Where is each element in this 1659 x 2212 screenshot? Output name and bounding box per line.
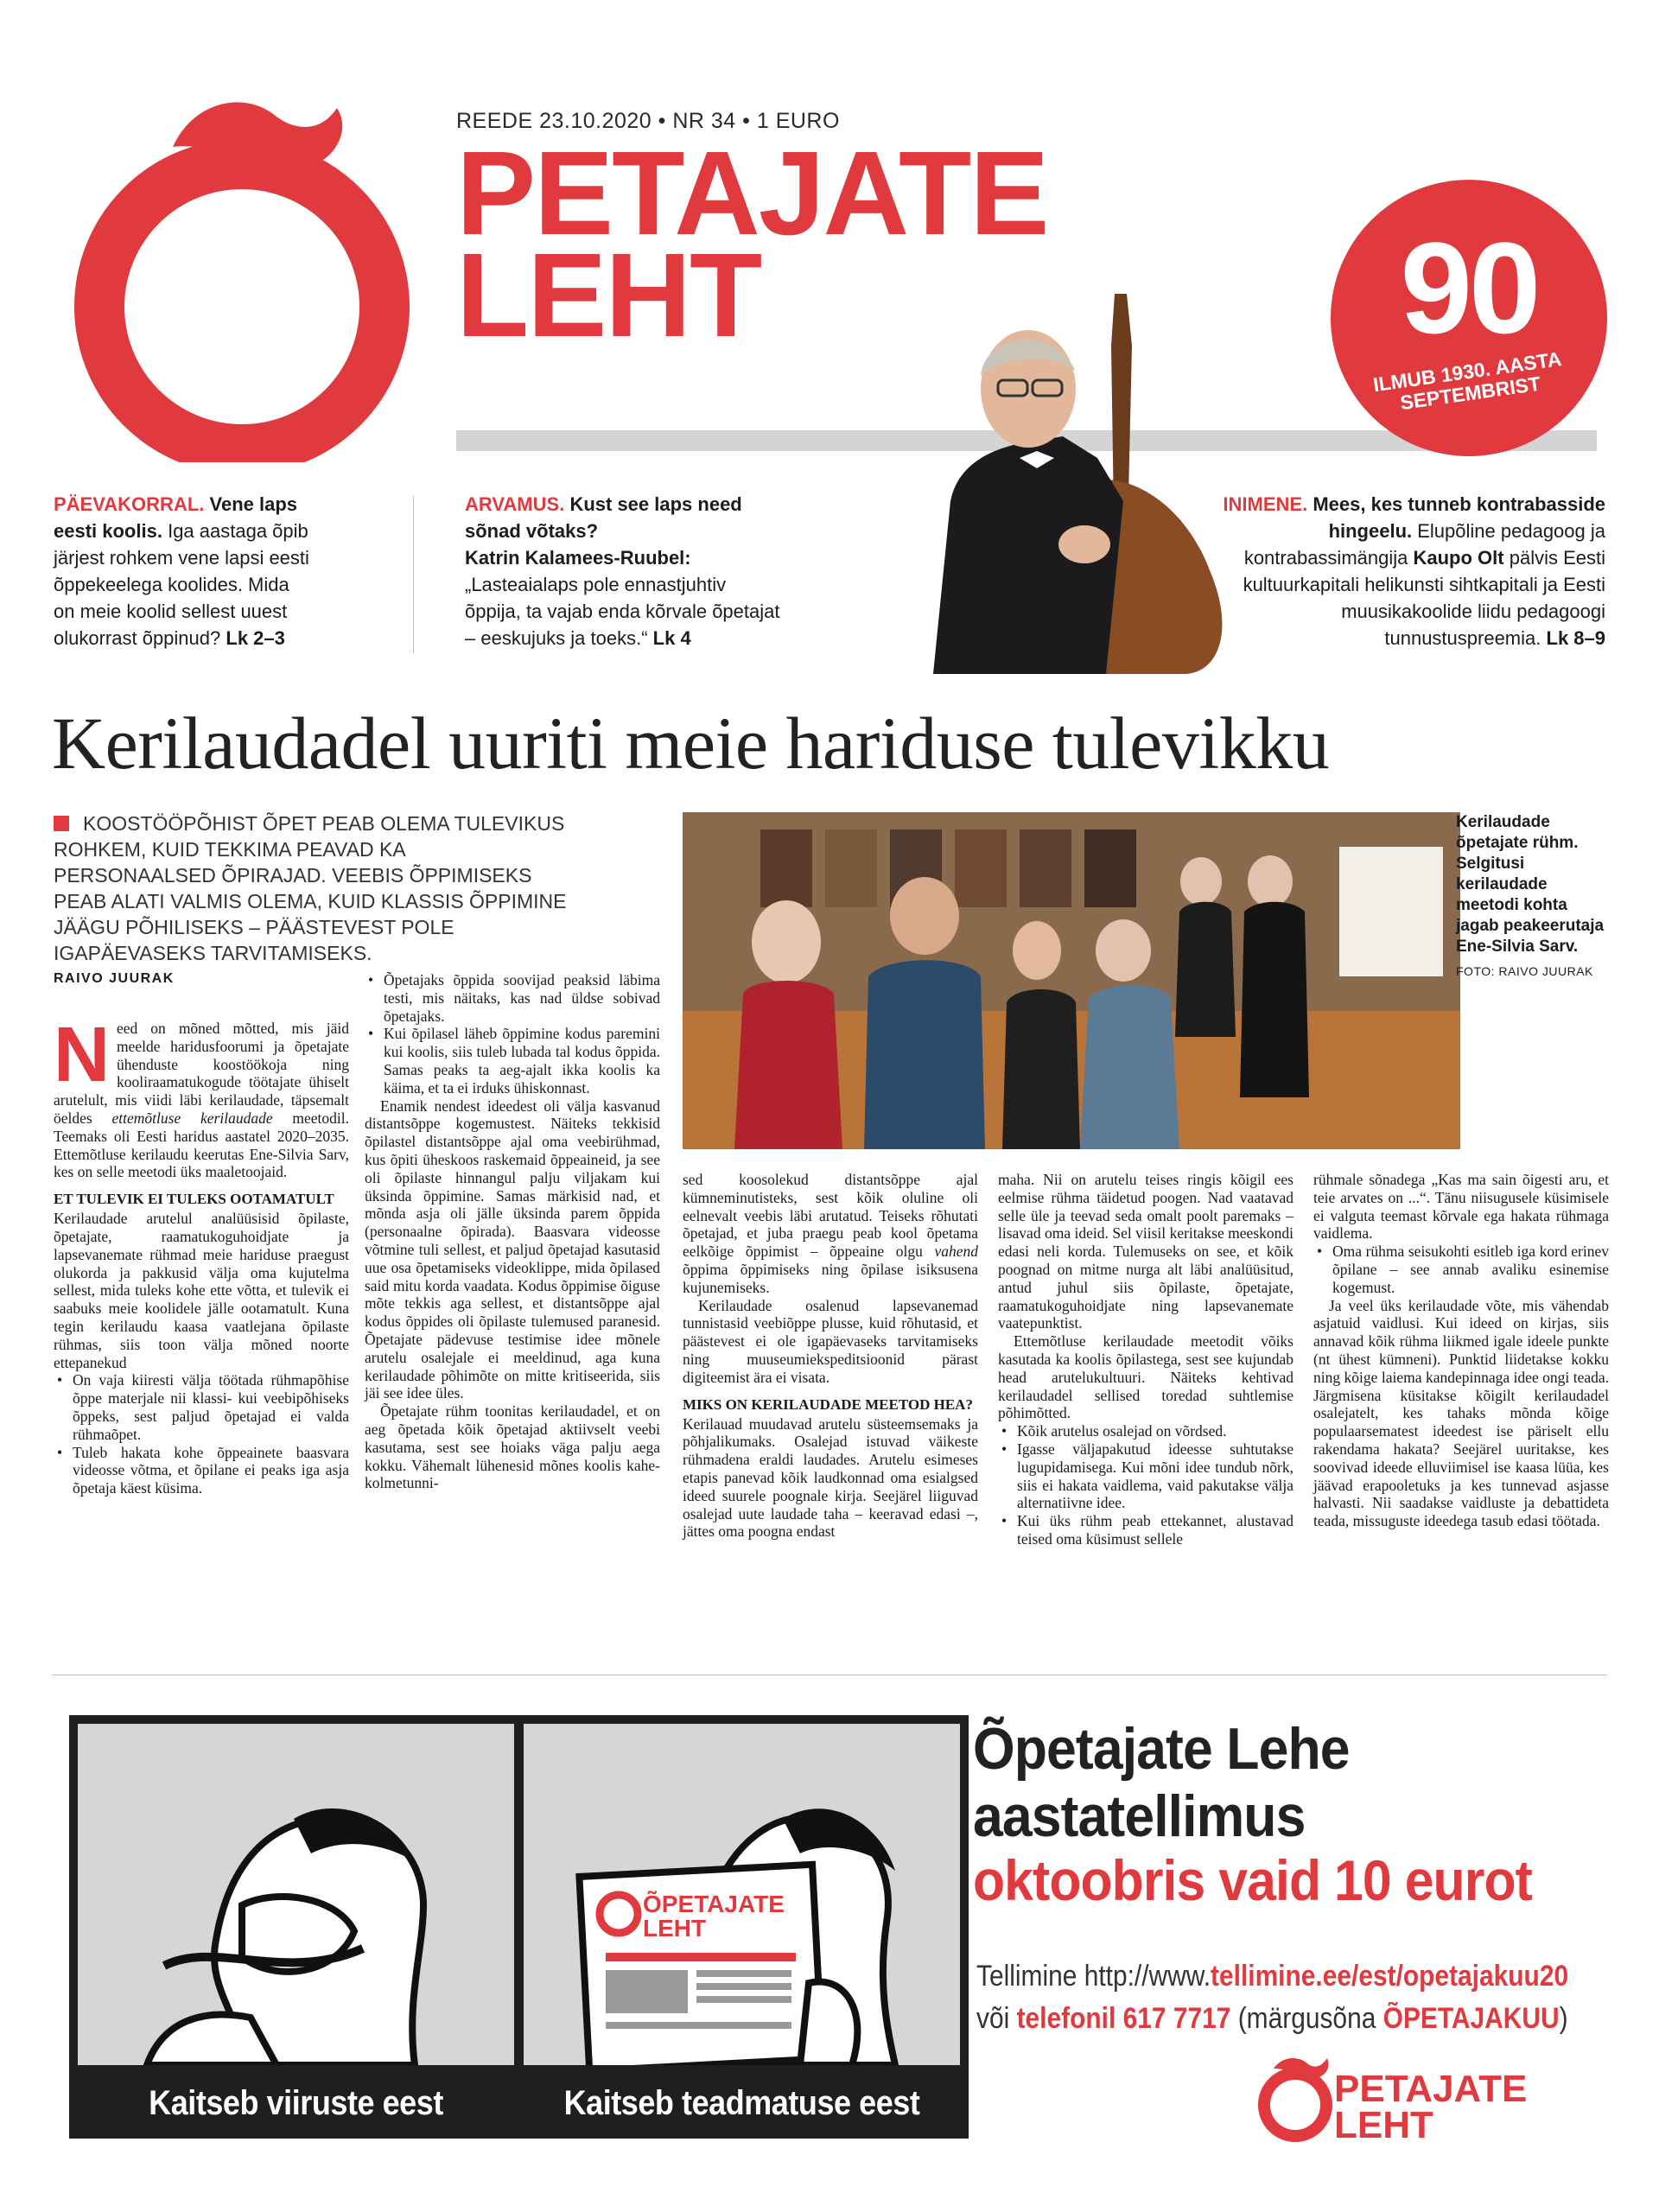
ad-illustration-mask <box>78 1724 514 2065</box>
lead-marker <box>54 816 69 831</box>
photo-caption-text: Kerilaudade õpetajate rühm. Selgitusi kerilaudade meetodi kohta jagab peakeerutaja Ene-Silvia Sarv. <box>1456 813 1605 956</box>
article-column-1 <box>54 1012 349 1497</box>
teaser-page-ref: Lk 2–3 <box>226 627 285 649</box>
bullet-item: • Kõik arutelus osalejad on võrdsed. <box>998 1422 1294 1440</box>
ad-panel-knowledge <box>515 1715 969 2139</box>
article-lead <box>54 810 572 966</box>
footer-logo-line2: LEHT <box>1334 2104 1433 2146</box>
bullet-item: • On vaja kiiresti välja töötada rühmapõhise õppe materjale nii klassi- kui veebipõhiseks õppeks, sest paljud õpetajad ei valda rühmaõpet. <box>54 1371 349 1443</box>
teaser-lead: Mees, kes tunneb kontrabasside hingeelu. <box>1313 493 1605 542</box>
promo-order-line: Tellimine http://www.tellimine.ee/est/opetajakuu20 <box>976 1960 1569 1993</box>
article-subheading: ET TULEVIK EI TULEKS OOTAMATULT <box>54 1191 334 1208</box>
article-column-2 <box>365 971 660 1492</box>
article-column-3 <box>683 1171 978 1541</box>
footer-logo <box>1248 2051 1559 2146</box>
article-byline: RAIVO JUURAK <box>54 971 175 986</box>
article-paragraph: Kerilaudade osalenud lapsevanemad tunnistasid veebiõppe plusse, kuid rõhutasid, et päästevest ei ole igapäevaseks tarvitamiseks ning muuseumiekspeditsioonid pärast digiteemist ära ei visata. <box>683 1296 978 1386</box>
bullet-item: • Tuleb hakata kohe õppeainete baasvara videosse võtma, et õpilane ei peaks iga asja õpetaja käest küsima. <box>54 1444 349 1497</box>
masthead-logo-ring <box>69 82 449 462</box>
dropcap: N <box>54 1012 110 1098</box>
lead-text: KOOSTÖÖPÕHIST ÕPET PEAB OLEMA TULEVIKUS ROHKEM, KUID TEKKIMA PEAVAD KA PERSONAALSED ÕPIRAJAD. VEEBIS ÕPPIMISEKS PEAB ALATI VALMIS OLEMA, KUID KLASSIS ÕPPIMINE JÄÄGU PÕHILISEKS – PÄÄSTEVEST POLE IGAPÄEVASEKS TARVITAMISEKS. <box>54 812 567 964</box>
teaser-text: pälvis Eesti kultuurkapitali helikunsti sihtkapitali ja Eesti muusikakoolide liidu pedagoogi tunnustuspreemia. <box>1243 547 1605 649</box>
ad-illustration-newspaper <box>524 1724 960 2065</box>
article-column-4 <box>998 1171 1294 1548</box>
article-paragraph: Enamik nendest ideedest oli välja kasvanud distantsõppe kogemustest. Näiteks tekkisid õpilastel distantsõppe ajal oma veebirühmad, kus õpiti üheskoos raskemaid õppeaineid, ja see oli õpilaste hinnangul palju viljakam kui üksinda õppimine. Samas märkisid nad, et mõnda asja oli jälle üksinda parem õppida (personaalne õpirada). Baasvara videosse võtmine tuli sellest, et paljud õpetajad kasutasid uue osa õpetamiseks videoklippe, mida õpilased said mitu korda vaadata. Kodus õppimise õiguse mõte tekkis aga sellest, et distantsõppe ajal kodus õppides oli õpilaste tulemused paranesid. Õpetajate pädevuse testimise idee mõnele arutelu osalejale ei meeldinud, aga kuna kerilaudade põhimõte on mitte kritiseerida, siis jäi see idee üles. <box>365 1096 660 1402</box>
ad-panel-virus <box>69 1715 523 2139</box>
teaser-text: Elupõline pedagoog ja kontrabassimängija <box>1243 520 1605 569</box>
article-paragraph: Õpetajate rühm toonitas kerilaudadel, et on aeg õpetada kõik õpetajad aktiivselt veebi kasutama, sest see hoiaks väga palju aega kokku. Vähemalt lühenesid mõnes koolis kahe-kolmetunni- <box>365 1402 660 1492</box>
bullet-item: • Oma rühma seisukohti esitleb iga kord erinev õpilane – see annab avaliku esinemise kogemust. <box>1313 1243 1609 1296</box>
anniversary-text: ILMUB 1930. AASTA SEPTEMBRIST <box>1371 346 1563 415</box>
bullet-item: • Igasse väljapakutud ideesse suhtutakse lugupidamisega. Kui mõni idee tundub nõrk, siis ei hakata vaidlema, vaid pakutakse välja alternatiivne idee. <box>998 1440 1294 1512</box>
bullet-item: • Õpetajaks õppida soovijad peaksid läbima testi, mis näitaks, kas nad üldse sobivad õpetajaks. <box>365 971 660 1025</box>
teaser-divider <box>413 496 414 653</box>
article-paragraph: Kerilauad muudavad arutelu süsteemsemaks ja põhjalikumaks. Osalejad istuvad väikeste rühmadena eraldi laudades. Arutelu esimeses etapis panevad kõik laudkonnad oma esialgsed ideed suurele poognale kirja. Seejärel liiguvad osalejad uute laudade taha – keeravad edasi –, jättes oma poogna endast <box>683 1414 978 1541</box>
teaser-name: Kaupo Olt <box>1413 547 1504 569</box>
anniversary-badge <box>1331 180 1607 456</box>
article-column-5 <box>1313 1171 1609 1530</box>
promo-phone-line: või telefonil 617 7717 (märgusõna ÕPETAJAKUU) <box>976 2002 1568 2035</box>
promo-title-line: aastatellimus <box>973 1783 1306 1849</box>
dateline: REEDE 23.10.2020 • NR 34 • 1 EURO <box>456 109 840 133</box>
order-phone[interactable]: telefonil 617 7717 <box>1016 2002 1231 2035</box>
teaser-lead: Vene laps eesti koolis. <box>54 493 298 542</box>
article-photo <box>683 812 1460 1149</box>
article-paragraph: rühmale sõnadega „Kas ma sain õigesti aru, et teie arvates on ...“. Tänu niisugusele küsimisele ei valguta teemast kõrvale ega hakata rühmaga vaidlema. <box>1313 1171 1609 1243</box>
bullet-item: • Kui õpilasel läheb õppimine kodus paremini kui koolis, siis tuleb lubada tal kodus õppida. Samas peaks ta aeg-ajalt ikka koolis ka käima, et ta ei irduks ühiskonnast. <box>365 1025 660 1096</box>
article-headline: Kerilaudadel uuriti meie hariduse tulevikku <box>52 702 1330 785</box>
promo-title-line: Õpetajate Lehe <box>973 1716 1350 1782</box>
teaser-person[interactable] <box>1208 491 1605 652</box>
anniversary-number: 90 <box>1400 215 1538 360</box>
teaser-text: Iga aastaga õpib järjest rohkem vene lapsi eesti õppekeelega koolides. Mida on meie koolid sellest uuest olukorrast õppinud? <box>54 520 309 649</box>
article-paragraph: maha. Nii on arutelu teises ringis kõigil ees eelmise rühma täidetud poogen. Nad vaatavad selle üle ja teevad seda omalt poolt paremaks – lisavad oma ideid. Sel viisil keritakse meeskondi edasi neli korda. Tulemuseks on see, et kõik poognad on mitme nurga alt läbi analüüsitud, antud juhul siis õpilaste, õpetajate, raamatukoguhoidjate ning lapsevanemate vaatepunktist. <box>998 1171 1294 1332</box>
article-paragraph: Ettemõtluse kerilaudade meetodit võiks kasutada ka koolis õpilastega, sest see kujundab head arutelukultuuri. Näiteks kehtivad kerilaudadel sellised toredad suhtlemise põhimõtted. <box>998 1332 1294 1422</box>
teaser-page-ref: Lk 4 <box>652 627 691 649</box>
teaser-kicker: ARVAMUS. <box>465 493 565 515</box>
ad-panel-caption: Kaitseb viiruste eest <box>149 2084 443 2122</box>
promo-title <box>973 1715 1350 1850</box>
teaser-agenda[interactable] <box>54 491 313 652</box>
teaser-kicker: INIMENE. <box>1223 493 1308 515</box>
photo-credit: FOTO: RAIVO JUURAK <box>1456 964 1593 978</box>
teaser-opinion[interactable] <box>465 491 785 652</box>
teaser-kicker: PÄEVAKORRAL. <box>54 493 205 515</box>
teaser-page-ref: Lk 8–9 <box>1546 627 1605 649</box>
teaser-lead: Kust see laps need sõnad võtaks? <box>465 493 742 542</box>
masthead-title-line2: LEHT <box>456 229 761 362</box>
mini-logo-line2: LEHT <box>643 1915 707 1942</box>
teaser-author: Katrin Kalamees-Ruubel: <box>465 547 691 569</box>
masthead-title-line1: PETAJATE <box>456 127 1048 260</box>
article-paragraph: sed koosolekud distantsõppe ajal kümneminutisteks, sest kõik oluline oli eelnevalt veebis läbi arutatud. Teiseks rõhutati õpetajad, et juba praegu peab kool õpetama eelkõige õppimist – õppeaine olgu vahend õppima õppimiseks ning õpilase isiksusena kujunemiseks. <box>683 1171 978 1296</box>
teaser-text: „Lasteaialaps pole ennastjuhtiv õppija, ta vajab enda kõrvale õpetajat – eeskujuks ja toeks.“ <box>465 574 780 649</box>
article-subheading: MIKS ON KERILAUDADE MEETOD HEA? <box>683 1395 973 1413</box>
article-paragraph: Need on mõned mõtted, mis jäid meelde haridusfoorumi ja õpetajate ühenduste koostöökoja ning kooliraamatukogude töötajate ühiselt arutelult, mis viidi läbi kerilaudade, täpsemalt öeldes ettemõtluse kerilaudade meetodil. Teemaks oli Eesti haridus aastatel 2020–2035. Ettemõtluse kerilaudu keerutas Ene-Silvia Sarv, kes on selle meetodi üks maaletoojaid. <box>54 1012 349 1181</box>
photo-caption <box>1456 812 1611 980</box>
bullet-item: • Kui üks rühm peab ettekannet, alustavad teised oma küsimust sellele <box>998 1512 1294 1548</box>
ad-panel-caption: Kaitseb teadmatuse eest <box>563 2084 920 2122</box>
mini-logo-line1: ÕPETAJATE <box>643 1891 785 1917</box>
cover-portrait-photo <box>899 285 1262 674</box>
promo-price: oktoobris vaid 10 eurot <box>973 1848 1532 1912</box>
article-paragraph: Ja veel üks kerilaudade võte, mis vähendab asjatuid vaidlusi. Kui ideed on kirjas, siis annavad kõik rühma liikmed igale ideele punkte (nt ühest kümneni). Punktid liidetakse kokku ning kõige laiema kandepinnaga idee ongi teada. Järgmisena küsitakse kõigilt kerilaudadel osalejatelt, kes tahaks mõnda kõige populaarsematest ideedest ise päriselt ellu rakendama hakata? Seejärel uuritakse, kes soovivad ideede elluviimisel ise kaasa lüüa, kes jäävad erapooletuks ja kes tunnevad asjasse halvasti. Nii saadakse vaidluste ja debattideta teada, missuguste ideedega tasub edasi töötada. <box>1313 1296 1609 1530</box>
order-code: ÕPETAJAKUU <box>1382 2002 1560 2035</box>
order-link[interactable]: tellimine.ee/est/opetajakuu20 <box>1211 1960 1569 1993</box>
article-paragraph: Kerilaudade arutelul analüüsisid õpilaste, õpetajate, raamatukoguhoidjate ja lapsevanemate rühmad meie hariduse praegust olukorda ja pakkusid välja oma kujutelma sellest, mida tuleks kohe ette võtta, et tulevik ei saabuks meie koolidele jälle ootamatult. Kuna tegin kerilaudu kaasa vaatlejana õpilaste rühmas, siis toon välja mõned noorte ettepanekud <box>54 1210 349 1371</box>
footer-logo-line1: PETAJATE <box>1334 2068 1528 2110</box>
